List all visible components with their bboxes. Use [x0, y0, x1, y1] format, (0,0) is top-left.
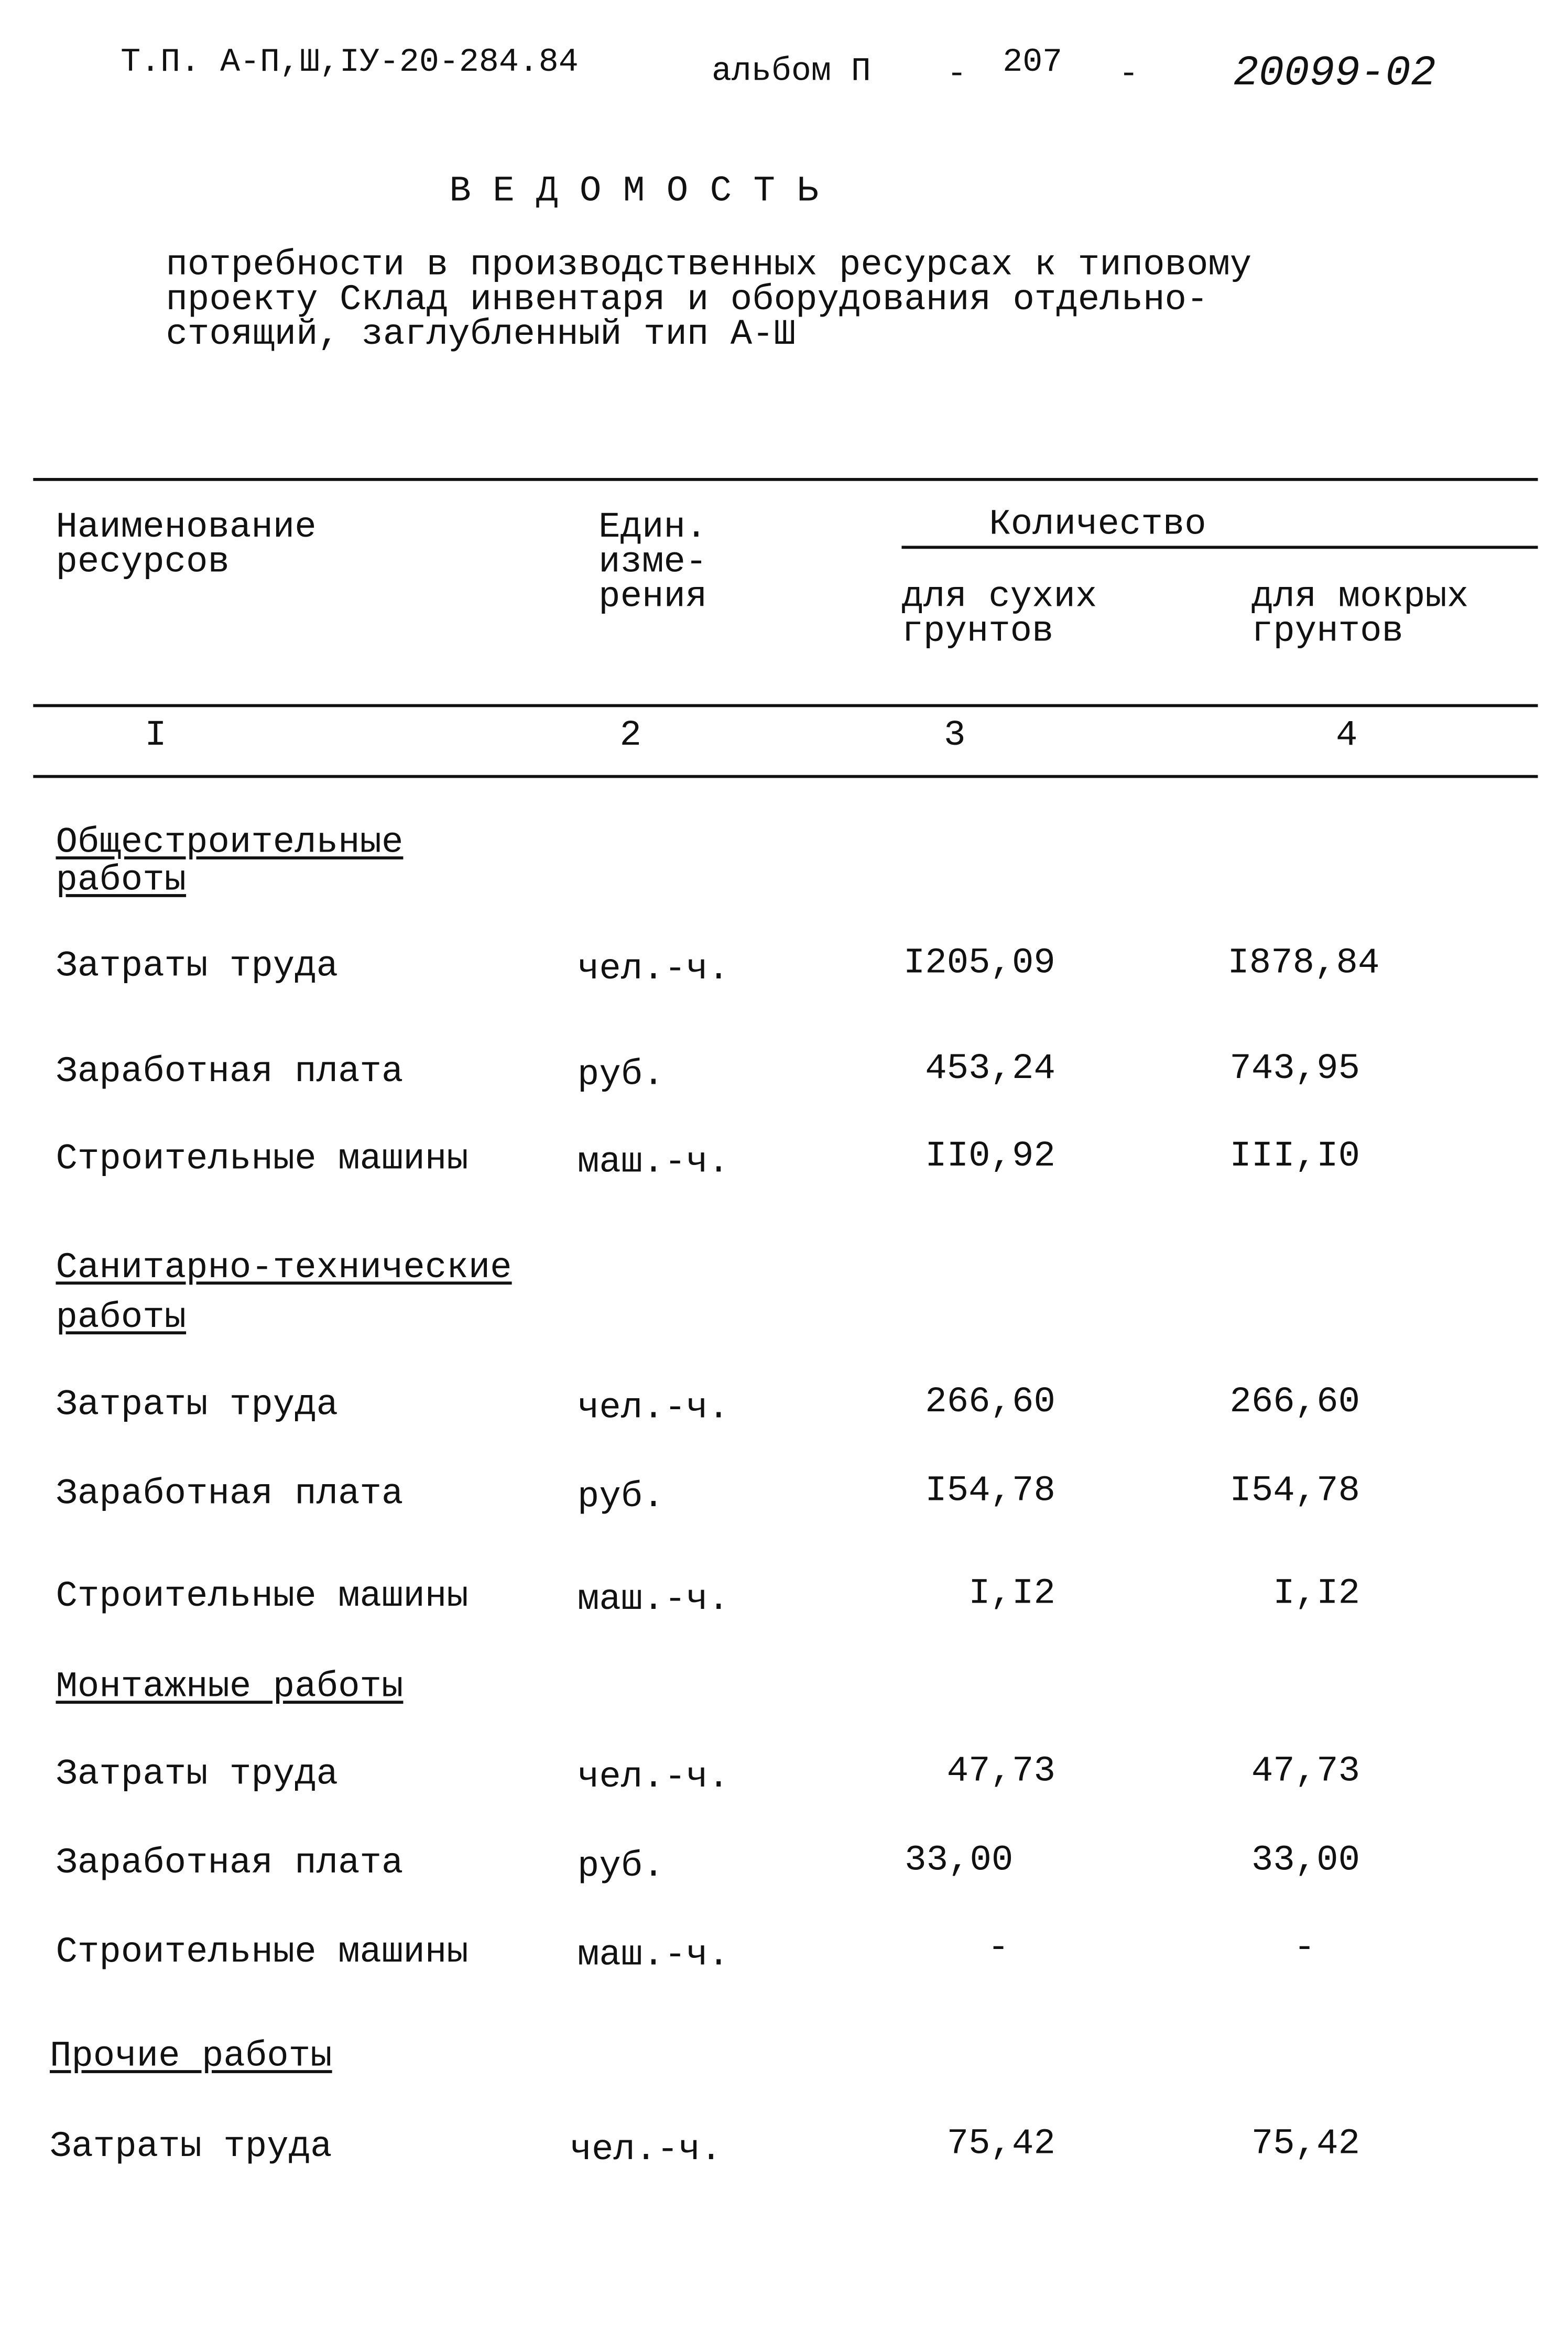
value-wet-soil: 743,95	[1229, 1049, 1360, 1091]
page-number: 207	[1003, 43, 1063, 82]
table-top-rule	[33, 478, 1538, 487]
album-label: альбом П	[711, 52, 871, 91]
value-wet-soil: 33,00	[1251, 1841, 1360, 1882]
resource-name: Затраты труда	[56, 1755, 339, 1796]
subtitle-line: стоящий, заглубленный тип А-Ш	[166, 315, 796, 356]
col3-header: для сухих	[901, 577, 1097, 618]
value-dry-soil: 47,73	[946, 1752, 1055, 1793]
col3-header: грунтов	[901, 612, 1054, 653]
unit: руб.	[577, 1477, 665, 1519]
value-wet-soil: I54,78	[1229, 1471, 1360, 1512]
section-title: Санитарно-технические	[56, 1248, 512, 1289]
resource-name: Заработная плата	[56, 1844, 404, 1885]
value-dry-soil: 266,60	[925, 1382, 1055, 1423]
resource-name: Заработная плата	[56, 1052, 404, 1093]
document-title: В Е Д О М О С Т Ь	[449, 171, 819, 213]
col-number: 2	[619, 716, 641, 757]
dash: -	[1118, 56, 1139, 94]
unit: маш.-ч.	[577, 1580, 729, 1621]
col-number: I	[145, 716, 167, 757]
resource-name: Строительные машины	[56, 1933, 469, 1974]
col4-header: грунтов	[1251, 612, 1403, 653]
resource-name: Строительные машины	[56, 1140, 469, 1181]
resource-name: Затраты труда	[49, 2127, 332, 2169]
section-title: Монтажные работы	[56, 1667, 404, 1708]
section-title: работы	[56, 1298, 187, 1339]
section-title: Прочие работы	[49, 2037, 332, 2078]
section-title: Общестроительные	[56, 823, 404, 864]
col2-header: изме-	[598, 542, 707, 584]
unit: руб.	[577, 1055, 665, 1096]
resource-name: Заработная плата	[56, 1474, 404, 1516]
col1-header: Наименование	[56, 508, 317, 549]
value-wet-soil: I,I2	[1273, 1574, 1360, 1615]
value-dry-soil: I54,78	[925, 1471, 1055, 1512]
value-wet-soil: 75,42	[1251, 2124, 1360, 2165]
value-dry-soil: I,I2	[968, 1574, 1055, 1615]
header-rule	[33, 704, 1538, 713]
value-wet-soil: 266,60	[1229, 1382, 1360, 1423]
col-number: 3	[944, 716, 966, 757]
value-dry-soil: 33,00	[905, 1841, 1014, 1882]
subtitle-line: проекту Склад инвентаря и оборудования отдельно-	[166, 280, 1208, 321]
resource-name: Затраты труда	[56, 1385, 339, 1427]
value-dry-soil: -	[987, 1928, 1009, 1969]
subtitle-line: потребности в производственных ресурсах к типовому	[166, 245, 1252, 287]
value-dry-soil: 453,24	[925, 1049, 1055, 1091]
unit: чел.-ч.	[570, 2130, 722, 2171]
unit: чел.-ч.	[577, 950, 729, 991]
section-title: работы	[56, 861, 187, 902]
col1-header: ресурсов	[56, 542, 230, 584]
value-dry-soil: 75,42	[946, 2124, 1055, 2165]
quantity-rule	[901, 546, 1538, 554]
resource-name: Строительные машины	[56, 1577, 469, 1618]
resource-name: Затраты труда	[56, 946, 339, 988]
col-number: 4	[1336, 716, 1358, 757]
unit: чел.-ч.	[577, 1758, 729, 1799]
unit: руб.	[577, 1847, 665, 1888]
unit: маш.-ч.	[577, 1936, 729, 1977]
unit: чел.-ч.	[577, 1388, 729, 1430]
value-dry-soil: II0,92	[925, 1137, 1055, 1178]
value-wet-soil: III,I0	[1229, 1137, 1360, 1178]
value-dry-soil: I205,09	[903, 944, 1055, 985]
dash: -	[946, 56, 967, 94]
col4-header: для мокрых	[1251, 577, 1469, 618]
col2-header: рения	[598, 577, 707, 618]
numbers-rule	[33, 775, 1538, 784]
value-wet-soil: I878,84	[1227, 944, 1380, 985]
project-code: Т.П. А-П,Ш,IУ-20-284.84	[121, 43, 579, 82]
unit: маш.-ч.	[577, 1142, 729, 1184]
quantity-header: Количество	[989, 505, 1206, 546]
value-wet-soil: -	[1293, 1928, 1315, 1969]
document-number: 20099-02	[1233, 51, 1436, 99]
value-wet-soil: 47,73	[1251, 1752, 1360, 1793]
col2-header: Един.	[598, 508, 707, 549]
